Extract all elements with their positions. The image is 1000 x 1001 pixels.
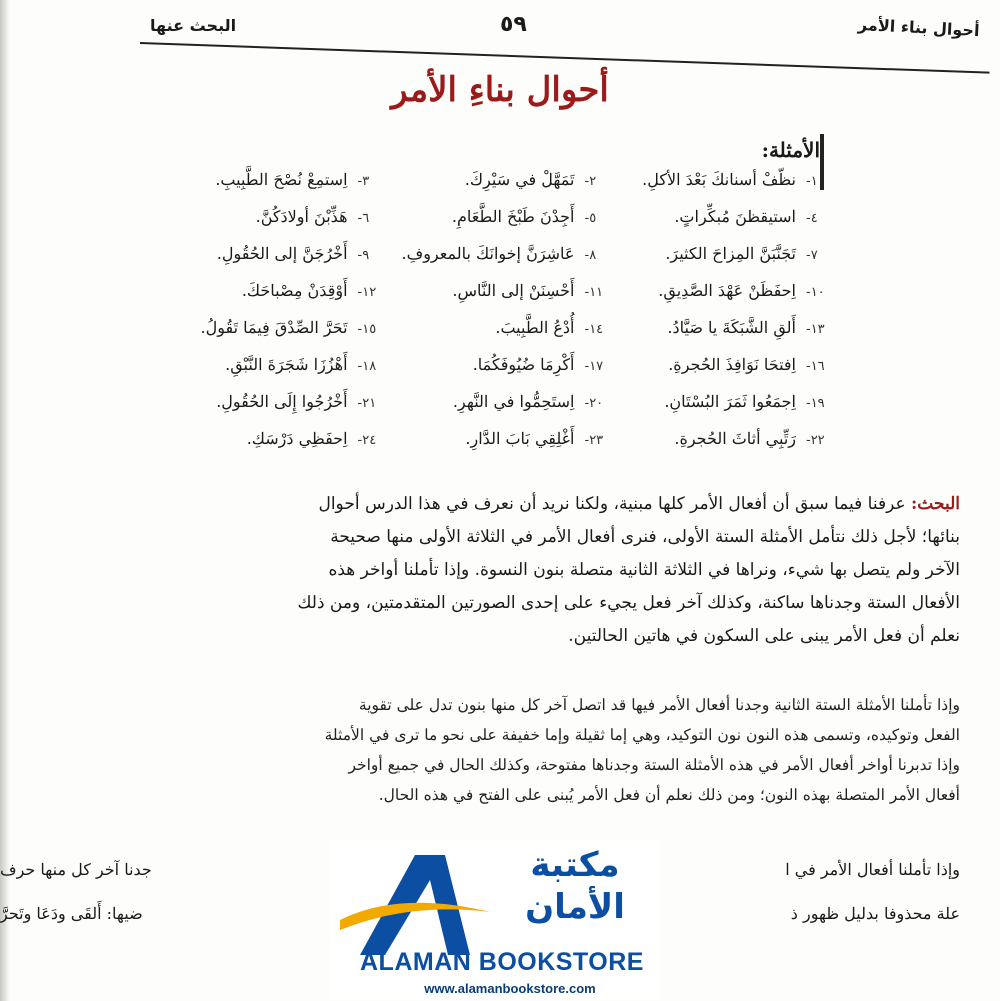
example-item xyxy=(628,318,830,340)
example-number: ١- xyxy=(806,174,818,189)
example-number: ١٠- xyxy=(806,285,825,300)
example-text: أَلقِ الشَّبَكَةَ يا صَيَّادُ. xyxy=(667,318,796,337)
example-number: ١٧- xyxy=(584,359,604,374)
paragraph2-line-2: الفعل وتوكيده، وتسمى هذه النون نون التوكيد، وهي إما ثقيلة وإما خفيفة على نحو ما ترى في الأمثلة xyxy=(324,726,960,744)
example-text: استيقظنَ مُبكِّراتٍ. xyxy=(674,207,796,226)
example-number: ٧- xyxy=(806,248,818,263)
example-item xyxy=(180,392,382,414)
example-text: اِستَحِمُّوا في النَّهرِ. xyxy=(452,392,575,411)
example-item xyxy=(402,355,609,377)
logo-url: www.alamanbookstore.com xyxy=(424,981,596,996)
example-text: أَهْزُزَا شَجَرَةَ النَّبْقِ. xyxy=(225,355,348,374)
example-number: ١٣- xyxy=(806,322,825,337)
example-number: ١٨- xyxy=(357,359,377,374)
research-section xyxy=(160,488,960,653)
paragraph3-line1-left: جدنا آخر كل منها حرف xyxy=(0,860,152,879)
example-text: أَكْرِمَا ضُيُوفَكُمَا. xyxy=(472,355,575,374)
example-number: ٤- xyxy=(806,211,818,226)
example-text: أَوْقِدَنْ مِصْباحَكَ. xyxy=(241,281,348,300)
example-number: ٨- xyxy=(584,248,597,263)
example-text: اِحفَظِي دَرْسَكِ. xyxy=(246,429,348,448)
example-number: ٥- xyxy=(584,211,597,226)
example-text: أُدْعُ الطَّبِيبَ. xyxy=(495,318,575,337)
page-gutter-shadow xyxy=(0,0,10,1001)
emphasis-nun-paragraph xyxy=(0,690,960,810)
logo-arabic-name xyxy=(490,844,660,928)
research-label: البحث: xyxy=(911,494,960,514)
research-line-5: نعلم أن فعل الأمر يبنى على السكون في هاتين الحالتين. xyxy=(568,626,960,646)
example-item xyxy=(402,244,609,266)
alaman-logo-icon xyxy=(340,850,490,960)
research-line-2: بنائها؛ لأجل ذلك نتأمل الأمثلة الستة الأولى، فنرى أفعال الأمر في الثلاثة الأولى منها صحيحة xyxy=(330,527,960,547)
paragraph3-line2-right: علة محذوفا بدليل ظهور ذ xyxy=(790,904,960,923)
example-item xyxy=(402,170,609,192)
example-number: ١١- xyxy=(584,285,604,300)
example-number: ٦- xyxy=(357,211,370,226)
logo-arabic-line1: مكتبة xyxy=(530,845,620,885)
example-item xyxy=(628,429,830,451)
example-text: تَحَرَّ الصِّدْقَ فِيمَا تَقُولُ. xyxy=(200,318,348,337)
paragraph2-line-3: وإذا تدبرنا أواخر أفعال الأمر في هذه الأمثلة الستة وجدناها مفتوحة، وكذلك الحال في جميع أواخر xyxy=(348,756,960,774)
example-item xyxy=(180,355,382,377)
example-item xyxy=(628,392,830,414)
paragraph3-line2-left: ضيها: أَلقَى ودَعَا وتَحرَّ xyxy=(0,904,143,923)
example-item xyxy=(402,318,609,340)
page-number: ٥٩ xyxy=(500,12,527,37)
example-number: ١٤- xyxy=(584,322,604,337)
research-line-4: الأفعال الستة وجدناها ساكنة، وكذلك آخر فعل يجيء على إحدى الصورتين المتقدمتين، ومن ذلك xyxy=(297,593,960,613)
examples-list xyxy=(180,170,830,451)
example-item xyxy=(180,244,382,266)
example-number: ١٩- xyxy=(806,396,825,411)
research-line-1-text: عرفنا فيما سبق أن أفعال الأمر كلها مبنية، ولكنا نريد أن نعرف في هذا الدرس أحوال xyxy=(318,494,906,514)
example-number: ١٥- xyxy=(357,322,377,337)
example-number: ١٢- xyxy=(357,285,377,300)
example-item xyxy=(180,207,382,229)
example-text: أَغْلِقِي بَابَ الدَّارِ. xyxy=(465,429,575,448)
example-text: أَجِدْنَ طَبْخَ الطَّعَامِ. xyxy=(451,207,575,226)
lesson-title: أحوال بناءِ الأمر xyxy=(391,70,609,110)
example-text: اِجمَعُوا ثَمَرَ البُسْتَانِ. xyxy=(664,392,796,411)
logo-arabic-line2: الأمان xyxy=(525,887,625,927)
examples-label: الأمثلة: xyxy=(761,138,820,162)
example-item xyxy=(180,318,382,340)
example-text: أَخْرُجُوا إِلَى الحُقُولِ. xyxy=(216,392,348,411)
example-number: ٢٢- xyxy=(806,433,825,448)
example-item xyxy=(402,392,609,414)
example-number: ١٦- xyxy=(806,359,825,374)
example-item xyxy=(402,429,609,451)
running-head-section: البحث عنها xyxy=(150,16,237,35)
example-text: تَجَنَّبَنَّ المِزاحَ الكثيرَ. xyxy=(665,244,796,263)
example-item xyxy=(402,207,609,229)
example-item xyxy=(402,281,609,303)
example-text: اِستمِعْ نُصْحَ الطَّبِيبِ. xyxy=(215,170,348,189)
example-item xyxy=(628,355,830,377)
example-item xyxy=(180,170,382,192)
example-number: ٢١- xyxy=(357,396,377,411)
example-number: ٢- xyxy=(584,174,597,189)
example-item xyxy=(628,281,830,303)
example-number: ٩- xyxy=(357,248,370,263)
example-text: تَمَهَّلْ في سَيْرِكَ. xyxy=(464,170,575,189)
example-item xyxy=(628,244,830,266)
paragraph2-line-1: وإذا تأملنا الأمثلة الستة الثانية وجدنا أفعال الأمر فيها قد اتصل آخر كل منها بنون تدل على تقوية xyxy=(358,696,960,714)
example-number: ٢٤- xyxy=(357,433,377,448)
research-line-1 xyxy=(160,488,960,521)
example-item xyxy=(628,207,830,229)
example-text: أَخْرُجَنَّ إلى الحُقُولِ. xyxy=(216,244,348,263)
research-line-3: الآخر ولم يتصل بها شيء، ونراها في الثلاثة الثانية متصلة بنون النسوة. وإذا تأملنا أواخر هذه xyxy=(328,560,960,580)
example-item xyxy=(180,429,382,451)
example-text: عَاشِرَنَّ إخوانَكَ بالمعروفِ. xyxy=(401,244,575,263)
example-text: أَحْسِنَنْ إلى النَّاسِ. xyxy=(452,281,575,300)
example-item xyxy=(628,170,830,192)
header-rule xyxy=(140,42,990,74)
running-head-chapter: أحوال بناء الأمر xyxy=(858,14,981,41)
example-text: اِحفَظَنْ عَهْدَ الصَّدِيقِ. xyxy=(658,281,796,300)
paragraph2-line-4: أفعال الأمر المتصلة بهذه النون؛ ومن ذلك نعلم أن فعل الأمر يُبنى على الفتح في هذه الحال. xyxy=(378,786,960,804)
example-text: نظّفْ أسنانكَ بَعْدَ الأكلِ. xyxy=(642,170,796,189)
example-text: رَتِّبِي أثاثَ الحُجرةِ. xyxy=(674,429,796,448)
example-item xyxy=(180,281,382,303)
example-number: ٢٠- xyxy=(584,396,604,411)
example-text: هَذِّبْنَ أولادَكُنَّ. xyxy=(255,207,348,226)
example-number: ٣- xyxy=(357,174,370,189)
example-text: اِفتحَا نَوَافِذَ الحُجرةِ. xyxy=(668,355,796,374)
paragraph3-line1-right: وإذا تأملنا أفعال الأمر في ا xyxy=(785,860,960,879)
example-number: ٢٣- xyxy=(584,433,604,448)
logo-english-name: ALAMAN BOOKSTORE xyxy=(360,948,644,976)
bookstore-watermark xyxy=(330,840,660,1000)
